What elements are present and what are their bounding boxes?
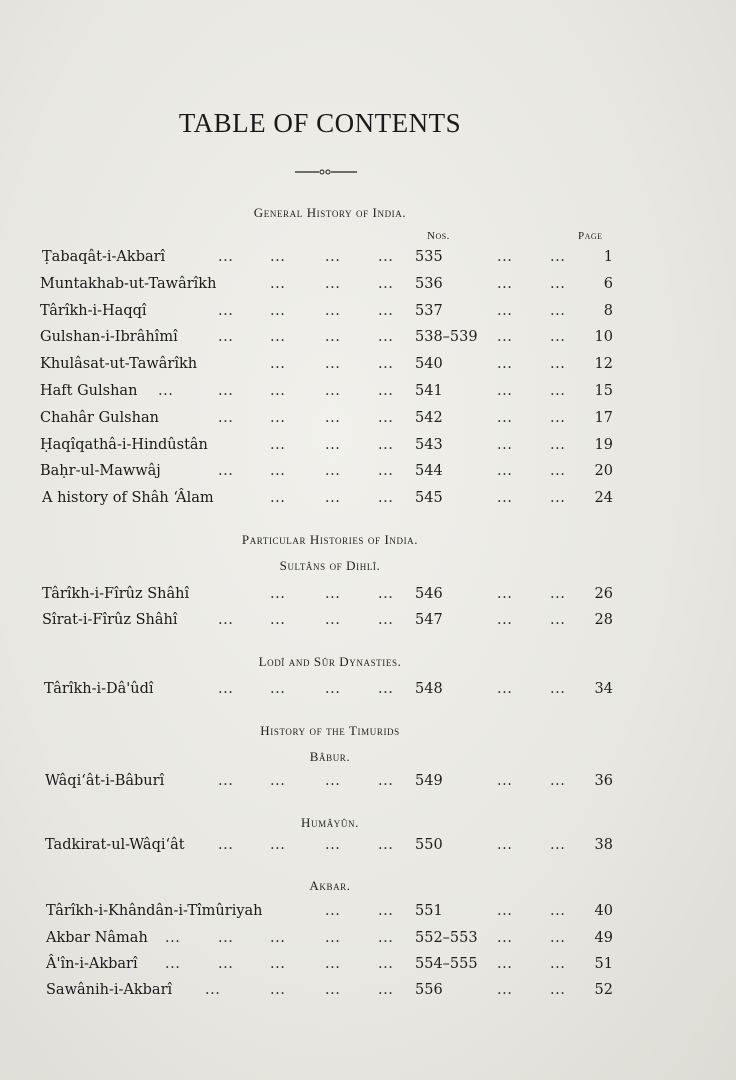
- entry-nos: 544: [415, 463, 443, 479]
- leader-dots: ...: [218, 773, 234, 789]
- leader-dots: ...: [497, 586, 513, 602]
- toc-entry: [0, 612, 736, 634]
- leader-dots: ...: [325, 410, 341, 426]
- entry-page: 36: [594, 773, 613, 789]
- leader-dots: ...: [497, 410, 513, 426]
- toc-entry: [0, 490, 736, 512]
- leader-dots: ...: [497, 437, 513, 453]
- leader-dots: ...: [378, 329, 394, 345]
- toc-entry: [0, 982, 736, 1004]
- leader-dots: ...: [270, 383, 286, 399]
- entry-nos: 537: [415, 303, 443, 319]
- leader-dots: ...: [497, 356, 513, 372]
- leader-dots: ...: [550, 276, 566, 292]
- section-subheading: Sultâns of Dihlî.: [279, 558, 381, 573]
- leader-dots: ...: [270, 437, 286, 453]
- toc-entry: [0, 303, 736, 325]
- entry-title: Sîrat-i-Fîrûz Shâhî: [42, 612, 178, 628]
- entry-title: Â'în-i-Akbarî: [46, 956, 138, 972]
- leader-dots: ...: [218, 249, 234, 265]
- leader-dots: ...: [497, 490, 513, 506]
- leader-dots: ...: [270, 837, 286, 853]
- leader-dots: ...: [270, 586, 286, 602]
- leader-dots: ...: [497, 463, 513, 479]
- entry-title: Ṭabaqât-i-Akbarî: [42, 249, 166, 265]
- entry-nos: 535: [415, 249, 443, 265]
- toc-entry: [0, 681, 736, 703]
- leader-dots: ...: [550, 410, 566, 426]
- leader-dots: ...: [218, 329, 234, 345]
- leader-dots: ...: [550, 463, 566, 479]
- toc-entry: [0, 837, 736, 859]
- leader-dots: ...: [205, 982, 221, 998]
- entry-title: A history of Shâh ʻÂlam: [42, 490, 214, 506]
- leader-dots: ...: [550, 903, 566, 919]
- entry-title: Gulshan-i-Ibrâhîmî: [40, 329, 178, 345]
- leader-dots: ...: [550, 490, 566, 506]
- section-subheading: Humâyûn.: [301, 815, 359, 830]
- leader-dots: ...: [378, 612, 394, 628]
- leader-dots: ...: [497, 681, 513, 697]
- entry-page: 51: [594, 956, 613, 972]
- leader-dots: ...: [270, 930, 286, 946]
- leader-dots: ...: [378, 410, 394, 426]
- leader-dots: ...: [270, 410, 286, 426]
- leader-dots: ...: [325, 982, 341, 998]
- leader-dots: ...: [378, 463, 394, 479]
- entry-page: 19: [594, 437, 613, 453]
- leader-dots: ...: [550, 383, 566, 399]
- toc-entry: [0, 903, 736, 925]
- leader-dots: ...: [497, 303, 513, 319]
- entry-title: Khulâsat-ut-Tawârîkh: [40, 356, 198, 372]
- entry-nos: 549: [415, 773, 443, 789]
- entry-nos: 541: [415, 383, 443, 399]
- entry-nos: 552–553: [415, 930, 478, 946]
- entry-title: Târîkh-i-Dâ'ûdî: [44, 681, 154, 697]
- entry-page: 10: [594, 329, 613, 345]
- leader-dots: ...: [325, 383, 341, 399]
- leader-dots: ...: [378, 437, 394, 453]
- entry-title: Chahâr Gulshan: [40, 410, 159, 426]
- toc-entry: [0, 383, 736, 405]
- leader-dots: ...: [218, 612, 234, 628]
- entry-title: Târîkh-i-Haqqî: [40, 303, 147, 319]
- leader-dots: ...: [550, 773, 566, 789]
- entry-title: Târîkh-i-Khândân-i-Tîmûriyah: [46, 903, 263, 919]
- leader-dots: ...: [270, 303, 286, 319]
- leader-dots: ...: [497, 982, 513, 998]
- entry-title: Wâqiʻât-i-Bâburî: [45, 773, 165, 789]
- leader-dots: ...: [218, 837, 234, 853]
- leader-dots: ...: [270, 490, 286, 506]
- toc-entry: [0, 586, 736, 608]
- leader-dots: ...: [218, 956, 234, 972]
- leader-dots: ...: [550, 586, 566, 602]
- entry-nos: 542: [415, 410, 443, 426]
- leader-dots: ...: [270, 463, 286, 479]
- leader-dots: ...: [550, 356, 566, 372]
- entry-page: 20: [594, 463, 613, 479]
- entry-nos: 545: [415, 490, 443, 506]
- toc-entry: [0, 276, 736, 298]
- entry-page: 6: [603, 276, 613, 292]
- leader-dots: ...: [497, 903, 513, 919]
- leader-dots: ...: [497, 930, 513, 946]
- entry-nos: 536: [415, 276, 443, 292]
- toc-entry: [0, 410, 736, 432]
- leader-dots: ...: [158, 383, 174, 399]
- leader-dots: ...: [325, 276, 341, 292]
- entry-title: Baḥr-ul-Mawwâj: [40, 463, 161, 479]
- leader-dots: ...: [325, 612, 341, 628]
- entry-page: 17: [594, 410, 613, 426]
- entry-page: 8: [603, 303, 613, 319]
- toc-entry: [0, 956, 736, 978]
- leader-dots: ...: [378, 837, 394, 853]
- ornament-rule-icon: [295, 169, 357, 175]
- entry-title: Akbar Nâmah: [46, 930, 148, 946]
- leader-dots: ...: [165, 930, 181, 946]
- leader-dots: ...: [550, 329, 566, 345]
- toc-entry: [0, 329, 736, 351]
- leader-dots: ...: [218, 303, 234, 319]
- leader-dots: ...: [270, 681, 286, 697]
- entry-page: 34: [594, 681, 613, 697]
- leader-dots: ...: [378, 249, 394, 265]
- entry-nos: 546: [415, 586, 443, 602]
- entry-title: Haft Gulshan: [40, 383, 138, 399]
- leader-dots: ...: [550, 437, 566, 453]
- leader-dots: ...: [550, 930, 566, 946]
- column-header-page: Page: [578, 230, 603, 242]
- entry-page: 26: [594, 586, 613, 602]
- leader-dots: ...: [550, 249, 566, 265]
- leader-dots: ...: [325, 681, 341, 697]
- leader-dots: ...: [270, 773, 286, 789]
- leader-dots: ...: [325, 303, 341, 319]
- entry-title: Muntakhab-ut-Tawârîkh: [40, 276, 217, 292]
- leader-dots: ...: [550, 837, 566, 853]
- leader-dots: ...: [325, 930, 341, 946]
- leader-dots: ...: [218, 410, 234, 426]
- entry-page: 15: [594, 383, 613, 399]
- entry-title: Sawânih-i-Akbarî: [46, 982, 173, 998]
- leader-dots: ...: [325, 249, 341, 265]
- leader-dots: ...: [378, 681, 394, 697]
- entry-title: Ḥaqîqathâ-i-Hindûstân: [40, 437, 208, 453]
- entry-nos: 547: [415, 612, 443, 628]
- leader-dots: ...: [378, 930, 394, 946]
- leader-dots: ...: [218, 930, 234, 946]
- entry-page: 40: [594, 903, 613, 919]
- section-heading: Lodî and Sûr Dynasties.: [258, 654, 402, 669]
- section-heading: Particular Histories of India.: [241, 532, 419, 547]
- section-heading: General History of India.: [253, 205, 407, 220]
- entry-nos: 543: [415, 437, 443, 453]
- leader-dots: ...: [270, 612, 286, 628]
- entry-page: 24: [594, 490, 613, 506]
- leader-dots: ...: [270, 329, 286, 345]
- entry-page: 49: [594, 930, 613, 946]
- entry-page: 12: [594, 356, 613, 372]
- page-title: TABLE OF CONTENTS: [178, 108, 462, 138]
- entry-nos: 556: [415, 982, 443, 998]
- toc-entry: [0, 437, 736, 459]
- leader-dots: ...: [325, 586, 341, 602]
- leader-dots: ...: [378, 383, 394, 399]
- leader-dots: ...: [378, 982, 394, 998]
- entry-nos: 538–539: [415, 329, 478, 345]
- leader-dots: ...: [325, 903, 341, 919]
- leader-dots: ...: [378, 586, 394, 602]
- section-subheading: Bâbur.: [309, 749, 351, 764]
- leader-dots: ...: [325, 837, 341, 853]
- leader-dots: ...: [270, 982, 286, 998]
- entry-page: 28: [594, 612, 613, 628]
- leader-dots: ...: [497, 956, 513, 972]
- leader-dots: ...: [378, 773, 394, 789]
- leader-dots: ...: [497, 612, 513, 628]
- leader-dots: ...: [325, 956, 341, 972]
- leader-dots: ...: [497, 249, 513, 265]
- entry-nos: 554–555: [415, 956, 478, 972]
- leader-dots: ...: [497, 773, 513, 789]
- leader-dots: ...: [497, 329, 513, 345]
- entry-nos: 548: [415, 681, 443, 697]
- leader-dots: ...: [550, 681, 566, 697]
- toc-entry: [0, 356, 736, 378]
- leader-dots: ...: [497, 276, 513, 292]
- leader-dots: ...: [270, 356, 286, 372]
- entry-nos: 551: [415, 903, 443, 919]
- leader-dots: ...: [218, 463, 234, 479]
- leader-dots: ...: [378, 276, 394, 292]
- leader-dots: ...: [550, 612, 566, 628]
- leader-dots: ...: [378, 956, 394, 972]
- leader-dots: ...: [550, 982, 566, 998]
- toc-entry: [0, 463, 736, 485]
- leader-dots: ...: [270, 249, 286, 265]
- column-header-nos: Nos.: [427, 230, 450, 242]
- leader-dots: ...: [325, 773, 341, 789]
- leader-dots: ...: [550, 303, 566, 319]
- entry-page: 38: [594, 837, 613, 853]
- leader-dots: ...: [325, 437, 341, 453]
- section-subheading: Akbar.: [309, 878, 351, 893]
- leader-dots: ...: [270, 956, 286, 972]
- leader-dots: ...: [325, 329, 341, 345]
- leader-dots: ...: [325, 463, 341, 479]
- leader-dots: ...: [497, 837, 513, 853]
- leader-dots: ...: [378, 303, 394, 319]
- leader-dots: ...: [378, 903, 394, 919]
- leader-dots: ...: [218, 383, 234, 399]
- leader-dots: ...: [325, 490, 341, 506]
- entry-nos: 550: [415, 837, 443, 853]
- section-heading: History of the Timurids: [260, 723, 400, 738]
- toc-entry: [0, 773, 736, 795]
- entry-page: 1: [603, 249, 613, 265]
- leader-dots: ...: [550, 956, 566, 972]
- entry-title: Târîkh-i-Fîrûz Shâhî: [42, 586, 190, 602]
- leader-dots: ...: [325, 356, 341, 372]
- leader-dots: ...: [378, 356, 394, 372]
- leader-dots: ...: [270, 276, 286, 292]
- entry-title: Tadkirat-ul-Wâqiʻât: [45, 837, 185, 853]
- leader-dots: ...: [497, 383, 513, 399]
- leader-dots: ...: [378, 490, 394, 506]
- leader-dots: ...: [165, 956, 181, 972]
- toc-entry: [0, 249, 736, 271]
- leader-dots: ...: [218, 681, 234, 697]
- entry-nos: 540: [415, 356, 443, 372]
- toc-entry: [0, 930, 736, 952]
- entry-page: 52: [594, 982, 613, 998]
